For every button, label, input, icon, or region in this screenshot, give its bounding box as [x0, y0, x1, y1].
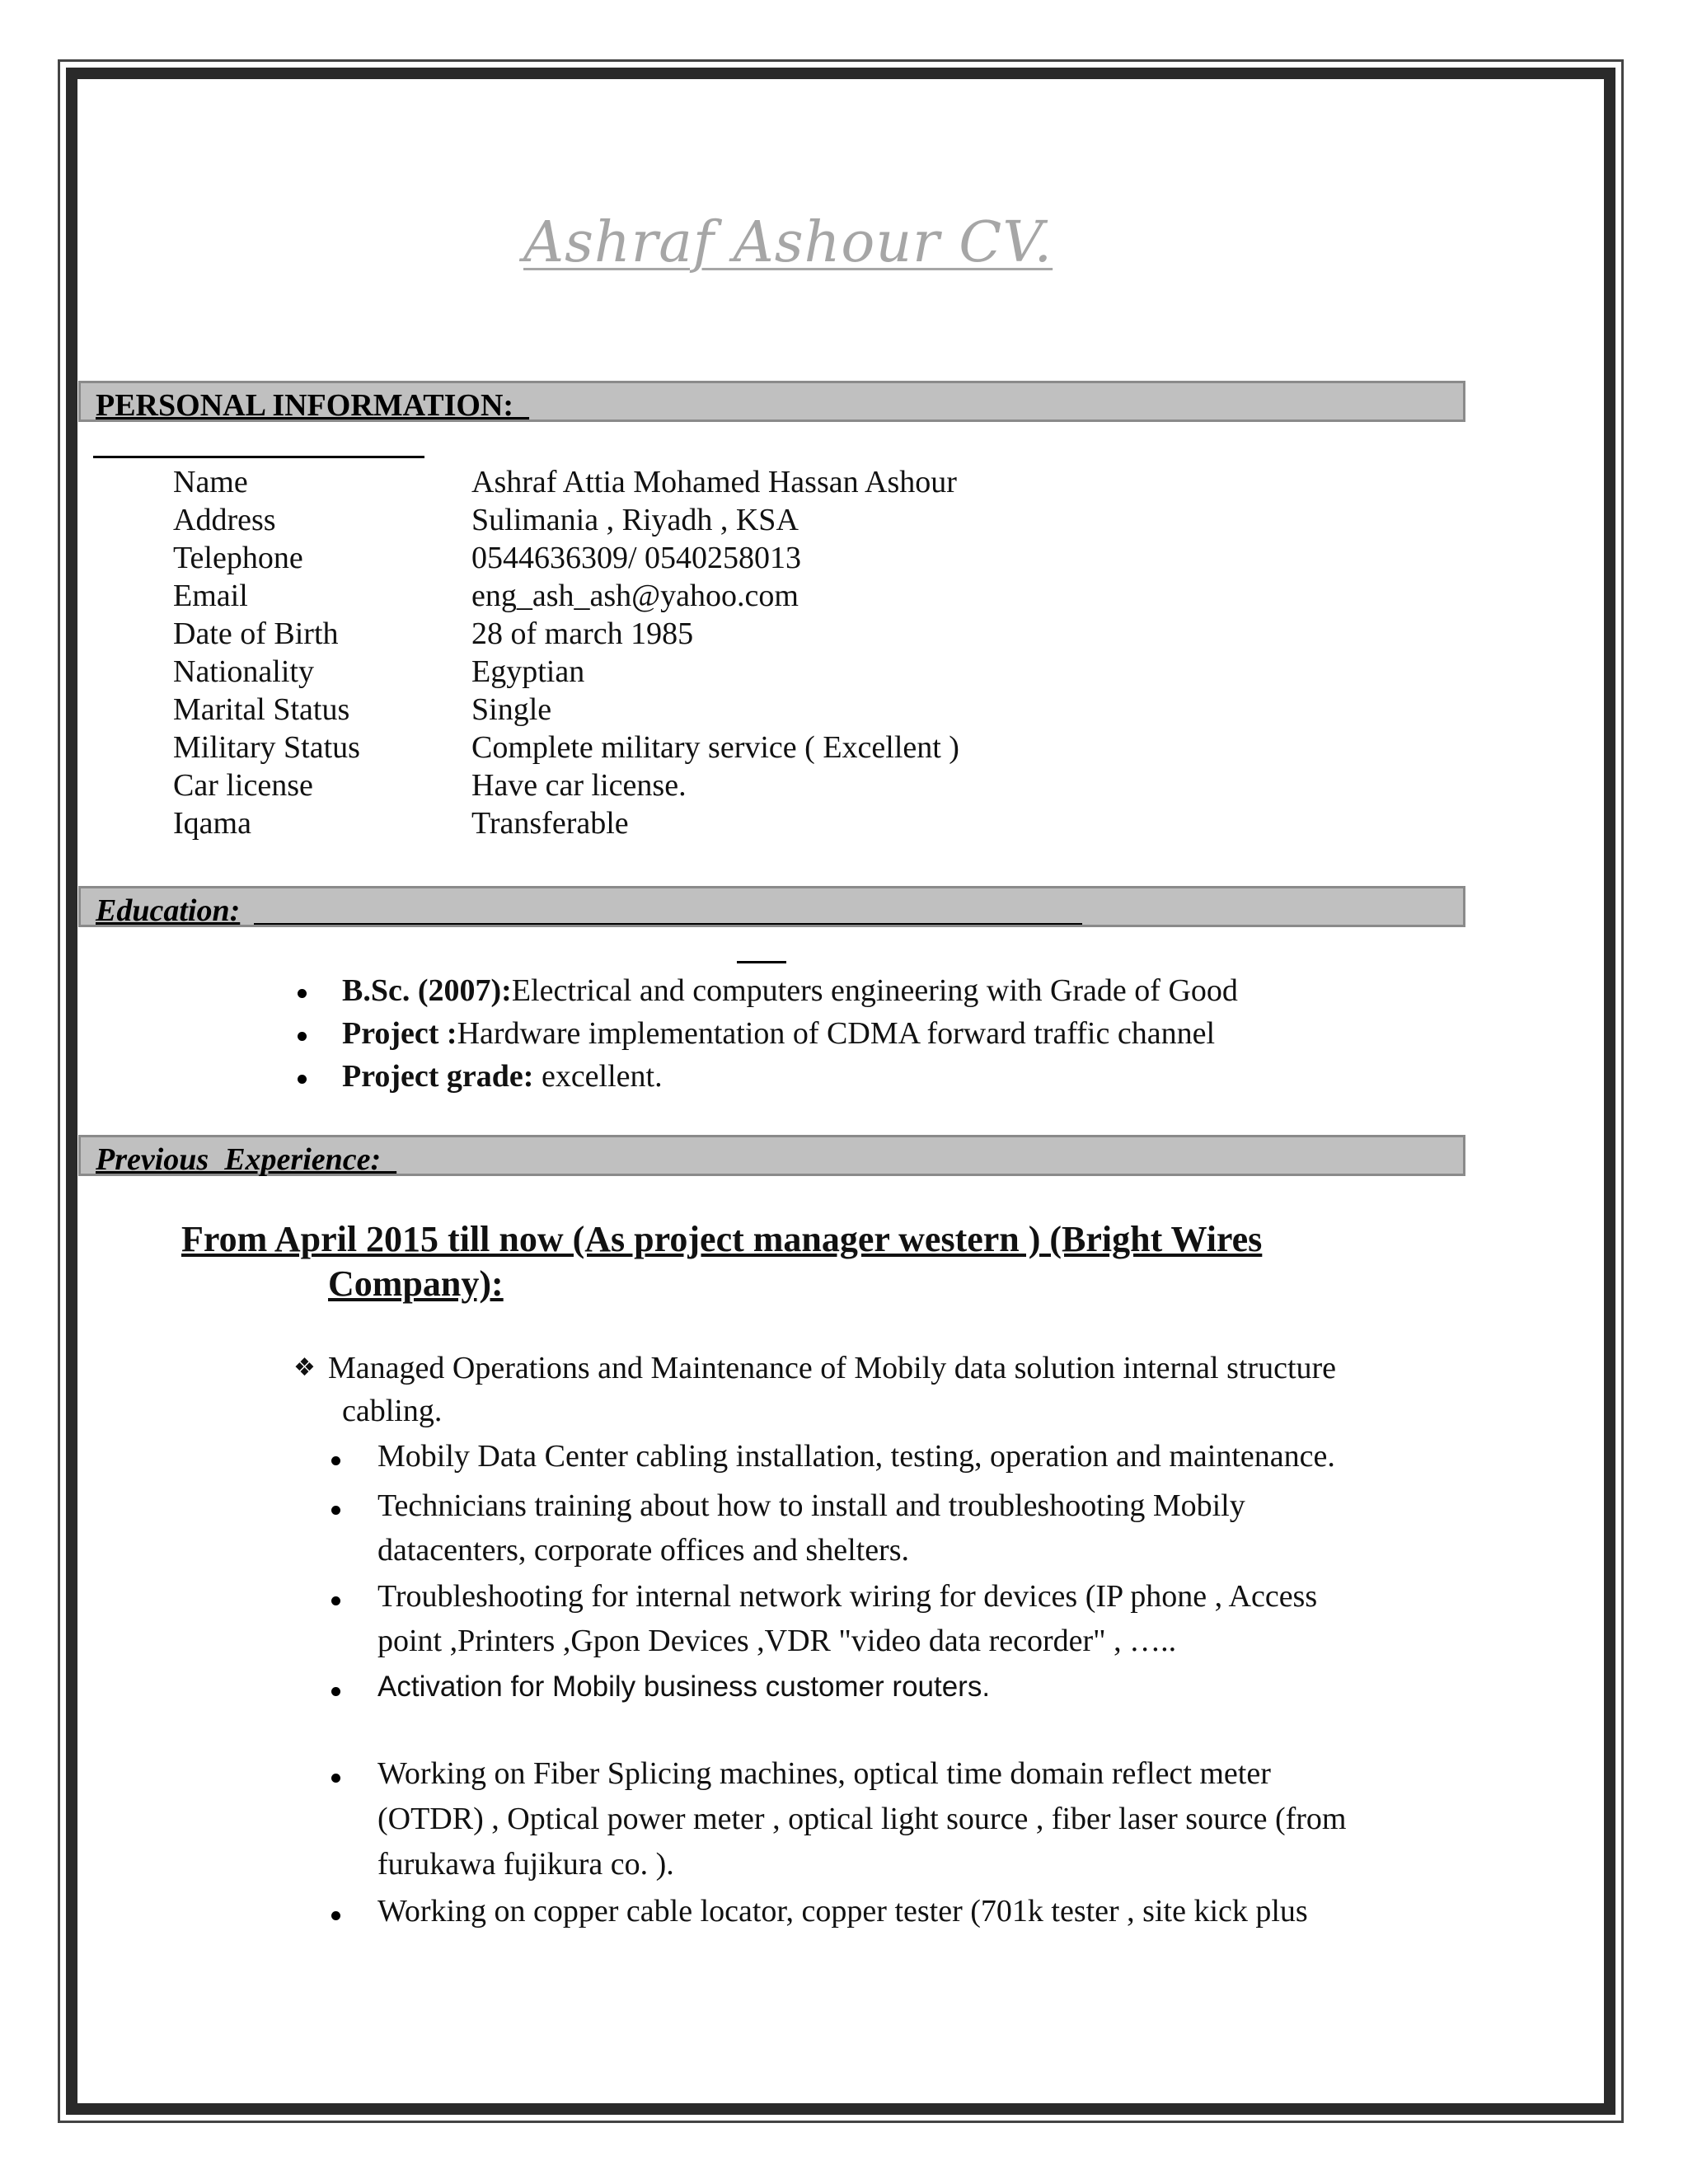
- education-header: [78, 886, 1465, 927]
- education-item-text: excellent.: [533, 1059, 663, 1094]
- personal-info-heading: PERSONAL INFORMATION:: [96, 388, 530, 423]
- bullet-icon: [298, 989, 307, 998]
- experience-heading: Previous Experience:: [96, 1142, 397, 1177]
- experience-header: [78, 1135, 1465, 1176]
- job-title-company: Company):: [328, 1263, 504, 1304]
- job-title: From April 2015 till now (As project manager western ) (Bright Wires: [181, 1219, 1263, 1259]
- heading-underline: [254, 923, 1082, 925]
- info-value: eng_ash_ash@yahoo.com: [471, 579, 799, 613]
- info-label: Date of Birth: [173, 616, 339, 651]
- info-label: Nationality: [173, 654, 314, 689]
- info-value: Sulimania , Riyadh , KSA: [471, 503, 799, 537]
- info-value: 28 of march 1985: [471, 616, 694, 651]
- info-label: Name: [173, 465, 248, 499]
- info-label: Address: [173, 503, 276, 537]
- diamond-bullet-icon: ❖: [293, 1353, 316, 1382]
- summary-line: cabling.: [342, 1394, 443, 1428]
- education-item-bold: Project grade:: [342, 1059, 534, 1094]
- divider-line: [93, 456, 424, 458]
- info-value: Have car license.: [471, 768, 687, 803]
- info-label: Military Status: [173, 730, 360, 765]
- education-item-bold: B.Sc. (2007):: [342, 973, 512, 1008]
- bullet-icon: [331, 1596, 340, 1605]
- info-value: Transferable: [471, 806, 629, 841]
- bullet-icon: [331, 1911, 340, 1920]
- education-item-bold: Project :: [342, 1016, 457, 1051]
- bullet-icon: [331, 1774, 340, 1783]
- info-label: Telephone: [173, 541, 303, 575]
- education-heading: Education:: [96, 893, 241, 928]
- info-label: Car license: [173, 768, 313, 803]
- bullet-icon: [331, 1687, 340, 1696]
- personal-info-header: [78, 381, 1465, 422]
- education-item-text: Hardware implementation of CDMA forward traffic channel: [457, 1016, 1216, 1051]
- cv-title: Ashraf Ashour CV.: [523, 210, 1053, 275]
- info-label: Email: [173, 579, 248, 613]
- info-value: Ashraf Attia Mohamed Hassan Ashour: [471, 465, 957, 499]
- education-item-text: Electrical and computers engineering with Grade of Good: [511, 973, 1238, 1008]
- summary-line: Managed Operations and Maintenance of Mobily data solution internal structure: [328, 1351, 1337, 1385]
- info-label: Marital Status: [173, 692, 350, 727]
- info-value: Complete military service ( Excellent ): [471, 730, 959, 765]
- info-value: 0544636309/ 0540258013: [471, 541, 802, 575]
- divider-line: [737, 961, 786, 963]
- info-label: Iqama: [173, 806, 251, 841]
- info-value: Egyptian: [471, 654, 585, 689]
- bullet-icon: [298, 1032, 307, 1041]
- bullet-icon: [298, 1075, 307, 1084]
- info-value: Single: [471, 692, 552, 727]
- bullet-icon: [331, 1456, 340, 1465]
- bullet-icon: [331, 1506, 340, 1515]
